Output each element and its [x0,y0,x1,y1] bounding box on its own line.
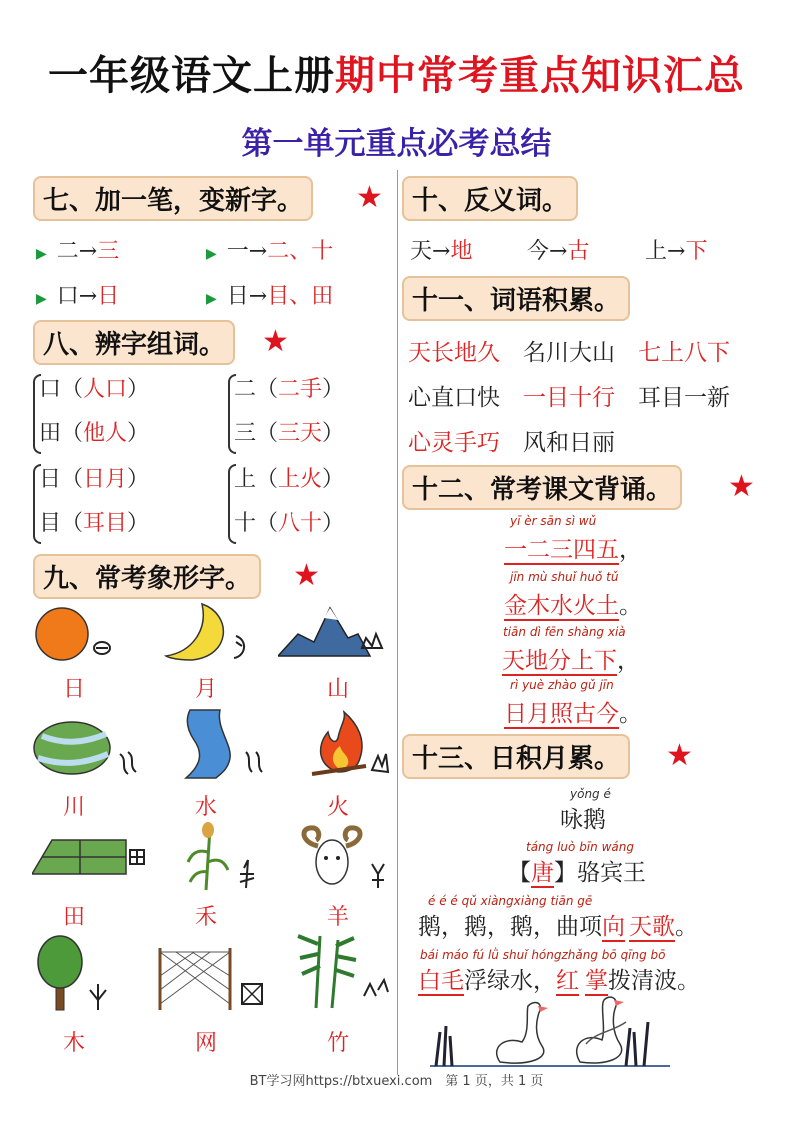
bamboo-picture-icon [292,930,392,1010]
idiom-row: 心直口快 一目十行 耳目一新 [408,385,730,411]
pictograph-caption: 网 [194,1031,217,1056]
page-title [0,44,793,101]
star-icon: ★ [262,324,289,359]
item-from: 一→ [226,239,268,264]
star-icon: ★ [293,558,320,593]
idiom-row: 天长地久 名川大山 七上八下 [408,340,730,366]
moon-picture-icon [162,600,252,664]
recite-line: 天地分上下， [502,648,640,674]
section-11-header: 十一、词语积累。 [402,276,630,321]
recite-line: 金木水火土。 [504,593,642,619]
add-stroke-item [206,234,333,265]
water-picture-icon [176,708,272,780]
pictograph-caption: 月 [194,677,217,702]
distinguish-group: 口（人口） 田（他人） [33,368,149,456]
group-word: 耳目 [83,511,128,536]
antonym-pair: 上→下 [645,239,708,264]
pictograph-caption: 山 [326,677,349,702]
pinyin-line: jīn mù shuǐ huǒ tǔ [510,570,619,584]
pictograph-caption: 田 [62,905,85,930]
group-char: 二 [234,377,257,402]
group-word: 日月 [83,467,128,492]
group-char: 目 [39,511,62,536]
group-word: 三天 [278,421,323,446]
pictograph-caption: 日 [62,677,85,702]
poem-line: 鹅，鹅，鹅，曲项向 天歌。 [418,914,698,940]
add-stroke-item [206,279,333,310]
title-black-part: 一年级语文上册 [48,53,335,99]
triangle-bullet-icon: ▶ [206,246,217,262]
item-to: 目、田 [267,284,334,309]
distinguish-group: 二（二手） 三（三天） [228,368,344,456]
section-13-header: 十三、日积月累。 [402,734,630,779]
antonym-pair: 天→地 [410,239,473,264]
add-stroke-item [36,234,119,265]
pictograph-caption: 竹 [326,1031,349,1056]
recite-line: 日月照古今。 [504,701,642,727]
section-7-header: 七、加一笔，变新字。 [33,176,313,221]
distinguish-group: 日（日月） 目（耳目） [33,458,149,546]
poem-author: 【唐】骆宾王 [508,860,646,886]
group-char: 田 [39,421,62,446]
distinguish-group: 上（上火） 十（八十） [228,458,344,546]
item-from: 二→ [56,239,98,264]
group-word: 人口 [83,377,128,402]
grain-picture-icon [186,822,266,892]
item-from: 日→ [226,284,268,309]
poem-title-pinyin: yǒng é [570,787,611,801]
pictograph-caption: 羊 [326,905,349,930]
pinyin-line: yī èr sān sì wǔ [510,514,597,528]
page-subtitle: 第一单元重点必考总结 [241,126,552,162]
river-picture-icon [32,714,142,780]
sun-picture-icon [34,604,114,664]
item-to: 二、十 [267,239,334,264]
group-word: 二手 [278,377,323,402]
page-footer: BT学习网https://btxuexi.com 第 1 页，共 1 页 [249,1074,544,1089]
pictograph-caption: 木 [62,1031,85,1056]
fire-picture-icon [308,710,392,778]
column-divider [397,170,398,1075]
poem-author-pinyin: táng luò bīn wáng [526,840,634,854]
item-from: 口→ [56,284,98,309]
antonym-pair: 今→古 [527,239,590,264]
group-char: 上 [234,467,257,492]
group-char: 口 [39,377,62,402]
pictograph-caption: 水 [194,795,217,820]
pictograph-caption: 川 [62,795,85,820]
geese-illustration [430,992,670,1072]
poem-line-pinyin: é é é qǔ xiàngxiàng tiān gē [428,894,593,908]
section-12-header: 十二、常考课文背诵。 [402,465,682,510]
poem-title: 咏鹅 [560,807,606,833]
group-char: 日 [39,467,62,492]
star-icon: ★ [728,469,755,504]
title-red-part: 期中常考重点知识汇总 [335,53,745,99]
poem-line-pinyin: bái máo fú lǜ shuǐ hóngzhǎng bō qīng bō [420,948,666,962]
pictograph-caption: 禾 [194,905,217,930]
pinyin-line: rì yuè zhào gǔ jīn [510,678,614,692]
net-picture-icon [156,944,266,1014]
pictograph-caption: 火 [326,795,349,820]
poem-line: 白毛浮绿水，红 掌拨清波。 [418,968,700,994]
group-char: 十 [234,511,257,536]
group-word: 上火 [278,467,323,492]
star-icon: ★ [356,180,383,215]
section-9-header: 九、常考象形字。 [33,554,261,599]
triangle-bullet-icon: ▶ [206,291,217,307]
group-char: 三 [234,421,257,446]
triangle-bullet-icon: ▶ [36,291,47,307]
tree-picture-icon [32,934,112,1014]
group-word: 他人 [83,421,128,446]
group-word: 八十 [278,511,323,536]
mountain-picture-icon [278,604,386,662]
field-picture-icon [32,834,148,880]
triangle-bullet-icon: ▶ [36,246,47,262]
recite-line: 一二三四五， [504,537,642,563]
section-10-header: 十、反义词。 [402,176,578,221]
item-to: 三 [97,239,120,264]
item-to: 日 [97,284,120,309]
section-8-header: 八、辨字组词。 [33,320,235,365]
idiom-row: 心灵手巧 风和日丽 [408,430,615,456]
star-icon: ★ [666,738,693,773]
pinyin-line: tiān dì fēn shàng xià [503,625,626,639]
goat-picture-icon [298,822,394,890]
add-stroke-item [36,279,119,310]
